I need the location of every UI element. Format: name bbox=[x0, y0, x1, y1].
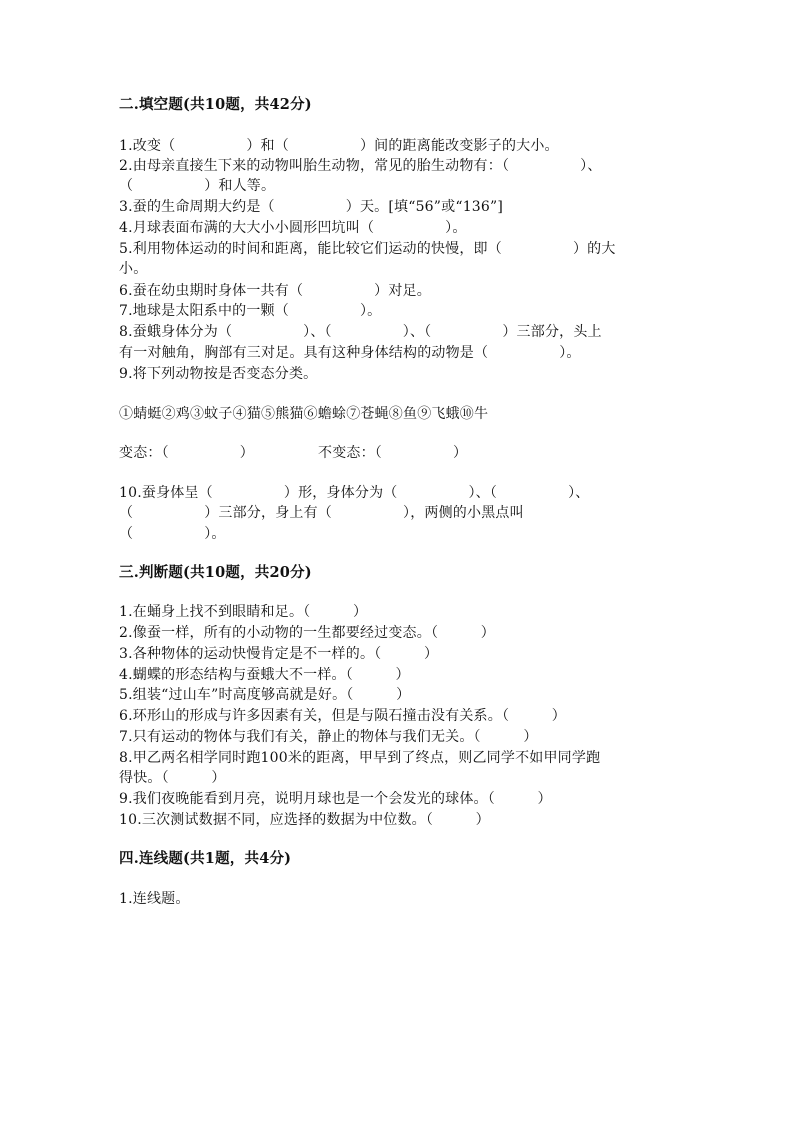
question-line: （ ）。 bbox=[119, 526, 226, 542]
question-line: 有一对触角，胸部有三对足。具有这种身体结构的动物是（ ）。 bbox=[119, 345, 581, 361]
section-heading-matching: 四.连线题(共1题，共4分) bbox=[119, 850, 292, 867]
question-line: 9.我们夜晚能看到月亮，说明月球也是一个会发光的球体。（ ） bbox=[119, 791, 552, 807]
question-line: （ ）和人等。 bbox=[119, 178, 276, 194]
question-line: 5.利用物体运动的时间和距离，能比较它们运动的快慢，即（ ）的大 bbox=[119, 241, 616, 257]
question-line: 6.环形山的形成与许多因素有关，但是与陨石撞击没有关系。（ ） bbox=[119, 708, 566, 724]
question-line: 4.蝴蝶的形态结构与蚕蛾大不一样。（ ） bbox=[119, 667, 410, 683]
question-line: 小。 bbox=[119, 261, 148, 277]
section-heading-fill-blank: 二.填空题(共10题，共42分) bbox=[119, 96, 312, 113]
question-line: 10.蚕身体呈（ ）形，身体分为（ ）、（ ）、 bbox=[119, 485, 590, 501]
question-line: 1.在蛹身上找不到眼睛和足。（ ） bbox=[119, 604, 368, 620]
question-line: 7.只有运动的物体与我们有关，静止的物体与我们无关。（ ） bbox=[119, 729, 538, 745]
question-line: 1.连线题。 bbox=[119, 891, 190, 907]
question-line: 10.三次测试数据不同，应选择的数据为中位数。（ ） bbox=[119, 812, 490, 828]
question-line: （ ）三部分，身上有（ ），两侧的小黑点叫 bbox=[119, 505, 524, 521]
question-line: 8.蚕蛾身体分为（ ）、（ ）、（ ）三部分，头上 bbox=[119, 324, 602, 340]
question-line: 6.蚕在幼虫期时身体一共有（ ）对足。 bbox=[119, 283, 431, 299]
question-line: 2.像蚕一样，所有的小动物的一生都要经过变态。（ ） bbox=[119, 625, 495, 641]
question-line: 7.地球是太阳系中的一颗（ ）。 bbox=[119, 303, 382, 319]
question-line: 9.将下列动物按是否变态分类。 bbox=[119, 366, 318, 382]
question-line: 5.组装“过山车”时高度够高就是好。（ ） bbox=[119, 687, 411, 703]
question-line: 得快。（ ） bbox=[119, 770, 226, 786]
section-heading-true-false: 三.判断题(共10题，共20分) bbox=[119, 564, 312, 581]
question-line: 8.甲乙两名相学同时跑100米的距离，甲早到了终点，则乙同学不如甲同学跑 bbox=[119, 750, 601, 766]
question-line: 1.改变（ ）和（ ）间的距离能改变影子的大小。 bbox=[119, 138, 559, 154]
question-line: 4.月球表面布满的大大小小圆形凹坑叫（ ）。 bbox=[119, 220, 467, 236]
question-line: 2.由母亲直接生下来的动物叫胎生动物，常见的胎生动物有：（ ）、 bbox=[119, 158, 602, 174]
animal-list: ①蜻蜓②鸡③蚊子④猫⑤熊猫⑥蟾蜍⑦苍蝇⑧鱼⑨飞蛾⑩牛 bbox=[119, 406, 489, 422]
question-line: 3.蚕的生命周期大约是（ ）天。[填“56”或“136”] bbox=[119, 199, 504, 215]
question-line: 3.各种物体的运动快慢肯定是不一样的。（ ） bbox=[119, 646, 439, 662]
classification-line: 变态：（ ） 不变态：（ ） bbox=[119, 445, 468, 461]
